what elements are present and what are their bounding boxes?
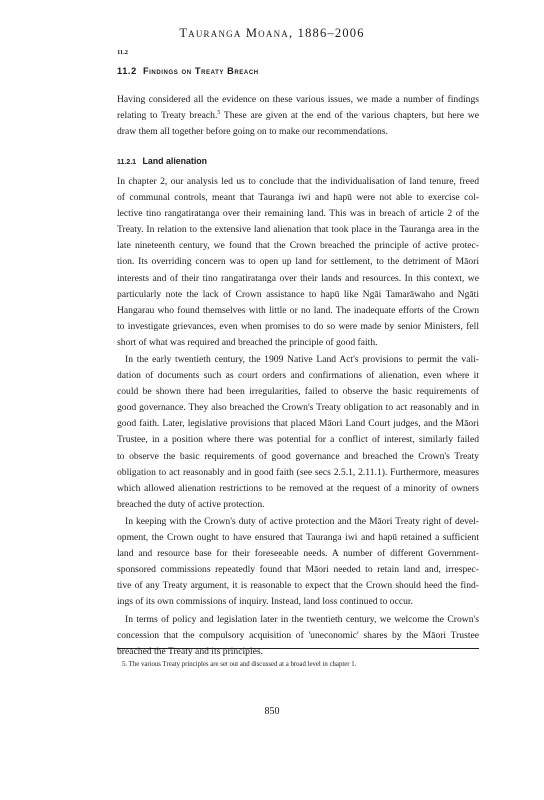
paragraph-line: short of what was required and breached the principle of good faith. (117, 336, 378, 348)
paragraph-line: In keeping with the Crown's duty of active protection and the Māori Treaty right of devel- (125, 516, 479, 527)
paragraph-line: good faith. Later, legislative provisions that placed Māori Land Court judges, and the Māori (117, 418, 479, 430)
paragraph-line-segment: relating to Treaty breach. (117, 110, 218, 122)
paragraph-line: In terms of policy and legislation later in the twentieth century, we welcome the Crown's (125, 614, 479, 625)
paragraph-line: interests and of their tino rangatiratanga over their lands and resources. In this context, we (117, 272, 479, 284)
paragraph-line: tive of any Treaty argument, it is reasonable to expect that the Crown should heed the find- (117, 580, 479, 592)
paragraph-line: to investigate grievances, even when promises to do so were made by senior Ministers, fell (117, 320, 479, 332)
section-tag: 11.2 (117, 49, 129, 56)
subsection-heading-title: Land alienation (142, 156, 208, 166)
paragraph-line: breached the Treaty and its principles. (117, 646, 263, 658)
paragraph-line: of communal controls, meant that Tauranga iwi and hapū were not able to exercise col- (117, 192, 479, 204)
intro-paragraph (117, 92, 479, 140)
paragraph-line: to observe the basic requirements of good governance and breached the Crown's Treaty (117, 450, 479, 462)
paragraph-line: Hangarau who found themselves with little or no land. The inadequate efforts of the Crown (117, 304, 479, 316)
section-heading (117, 66, 259, 76)
paragraph-line-segment: These are given at the end of the various chapters, but here we (223, 110, 479, 122)
paragraph-line: sponsored commissions repeatedly found that Māori needed to retain land and, irrespec- (117, 564, 479, 576)
paragraph-line: dation of documents such as court orders and confirmations of alienation, even where it (117, 370, 479, 382)
paragraph-active-protection (117, 514, 479, 611)
running-head: Tauranga Moana, 1886–2006 (179, 26, 365, 40)
paragraph-line: Trustee, in a position where there was potential for a conflict of interest, similarly failed (117, 434, 479, 446)
section-heading-number: 11.2 (117, 66, 137, 76)
paragraph-line (117, 108, 479, 124)
paragraph-line: draw them all together before going on to make our recommendations. (117, 126, 388, 138)
paragraph-land-tenure (117, 174, 479, 351)
paragraph-line: land and resource base for their foreseeable needs. A number of different Government- (117, 548, 479, 560)
paragraph-line: opment, the Crown ought to have ensured that Tauranga iwi and hapū retained a sufficient (117, 532, 479, 544)
footnote-divider (117, 648, 479, 649)
page-number: 850 (264, 706, 280, 717)
paragraph-line: breached the duty of active protection. (117, 498, 265, 510)
paragraph-line: lective tino rangatiratanga over their remaining land. This was in breach of article 2 of the (117, 208, 479, 220)
subsection-heading (117, 156, 207, 166)
paragraph-line: particularly note the lack of Crown assistance to hapū like Ngāi Tamarāwaho and Ngāti (117, 288, 479, 300)
paragraph-line: Having considered all the evidence on these various issues, we made a number of findings (117, 94, 479, 105)
footnote-marker: 5 (217, 109, 221, 116)
paragraph-line: Treaty. In relation to the extensive land alienation that took place in the Tauranga area in the (117, 224, 479, 236)
paragraph-line: ings of its own commissions of inquiry. Instead, land loss continued to occur. (117, 596, 413, 608)
section-heading-title: Findings on Treaty Breach (142, 66, 259, 76)
paragraph-line: In the early twentieth century, the 1909 Native Land Act's provisions to permit the vali- (125, 354, 479, 365)
paragraph-line: In chapter 2, our analysis led us to conclude that the individualisation of land tenure, freed (117, 176, 479, 187)
footnote: 5. The various Treaty principles are set out and discussed at a broad level in chapter 1. (122, 661, 357, 668)
paragraph-line: obligation to act reasonably and in good faith (see secs 2.5.1, 2.11.1). Furthermore, measures (117, 466, 479, 478)
paragraph-line: which allowed alienation restrictions to be removed at the request of a minority of owners (117, 482, 479, 494)
paragraph-line: late nineteenth century, we found that the Crown breached the principle of active protec- (117, 240, 479, 252)
paragraph-line: concession that the compulsory acquisition of 'uneconomic' shares by the Māori Trustee (117, 630, 479, 642)
paragraph-line: could be shown there had been irregularities, failed to observe the basic requirements of (117, 386, 479, 398)
paragraph-policy-legislation (117, 612, 479, 660)
subsection-heading-number: 11.2.1 (117, 159, 137, 166)
paragraph-line: tion. Its overriding concern was to open up land for settlement, to the detriment of Māori (117, 256, 479, 268)
paragraph-early-twentieth-century (117, 352, 479, 513)
paragraph-line: good governance. They also breached the Crown's Treaty obligation to act reasonably and in (117, 402, 479, 414)
